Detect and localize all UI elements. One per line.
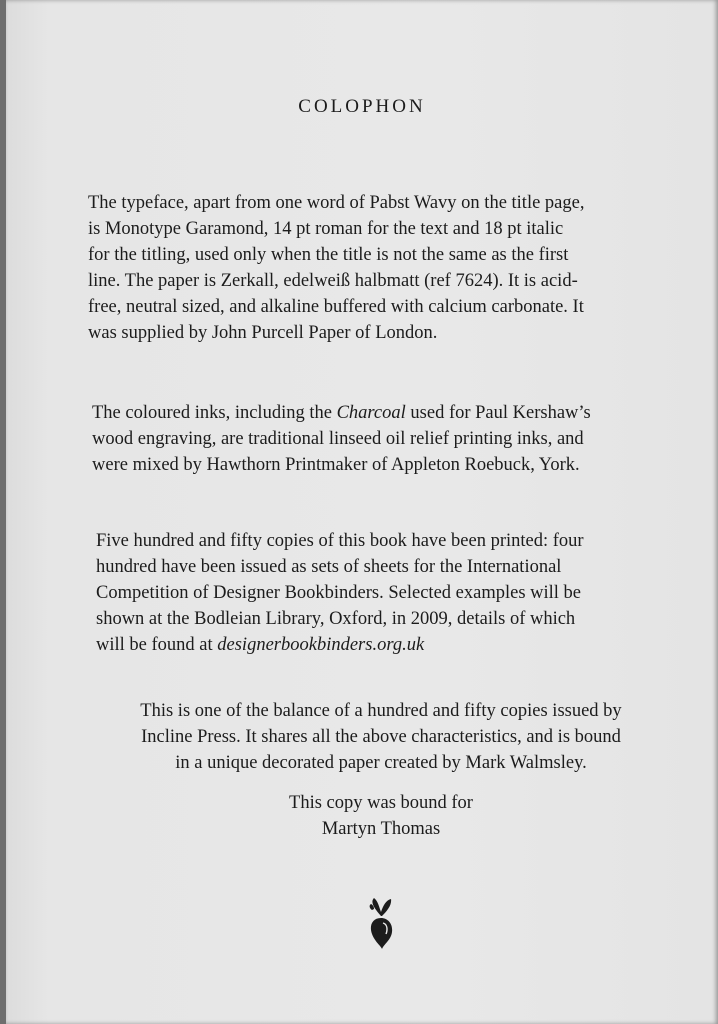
text-line: were mixed by Hawthorn Printmaker of Appleton Roebuck, York. [92,455,580,475]
text-line: free, neutral sized, and alkaline buffered with calcium carbonate. It [88,297,584,317]
text-line: The typeface, apart from one word of Pabst Wavy on the title page, [88,193,585,213]
text-line: shown at the Bodleian Library, Oxford, in 2009, details of which [96,609,576,629]
website-reference: designerbookbinders.org.uk [217,635,425,655]
colophon-page [6,0,718,1024]
text-line: wood engraving, are traditional linseed oil relief printing inks, and [92,429,584,449]
text-fragment: The coloured inks, including the [92,403,337,423]
text-line: Competition of Designer Bookbinders. Selected examples will be [96,583,582,603]
text-line: hundred have been issued as sets of sheets for the International [96,557,562,577]
printer-mark-icon [366,896,396,950]
recipient-name: Martyn Thomas [321,819,441,839]
text-line: This is one of the balance of a hundred and fifty copies issued by [140,701,622,721]
binding-paragraph [96,698,666,776]
text-line: line. The paper is Zerkall, edelweiß halbmatt (ref 7624). It is acid- [88,271,578,291]
text-fragment: used for Paul Kershaw’s [405,403,591,423]
text-line: in a unique decorated paper created by Mark Walmsley. [175,753,587,773]
typeface-paragraph [88,190,678,346]
text-line: for the titling, used only when the title is not the same as the first [88,245,569,265]
text-line: was supplied by John Purcell Paper of London. [88,323,438,343]
text-line: Five hundred and fifty copies of this book have been printed: four [96,531,584,551]
edition-paragraph [96,528,686,658]
text-line [96,632,686,658]
italic-ink-name: Charcoal [336,403,406,423]
text-fragment: will be found at [96,635,218,655]
text-line [92,400,682,426]
text-line: is Monotype Garamond, 14 pt roman for the text and 18 pt italic [88,219,564,239]
text-line: Incline Press. It shares all the above characteristics, and is bound [141,727,621,747]
dedication-paragraph [96,790,666,842]
page-title: COLOPHON [298,96,426,117]
text-line: This copy was bound for [289,793,473,813]
inks-paragraph [92,400,682,478]
